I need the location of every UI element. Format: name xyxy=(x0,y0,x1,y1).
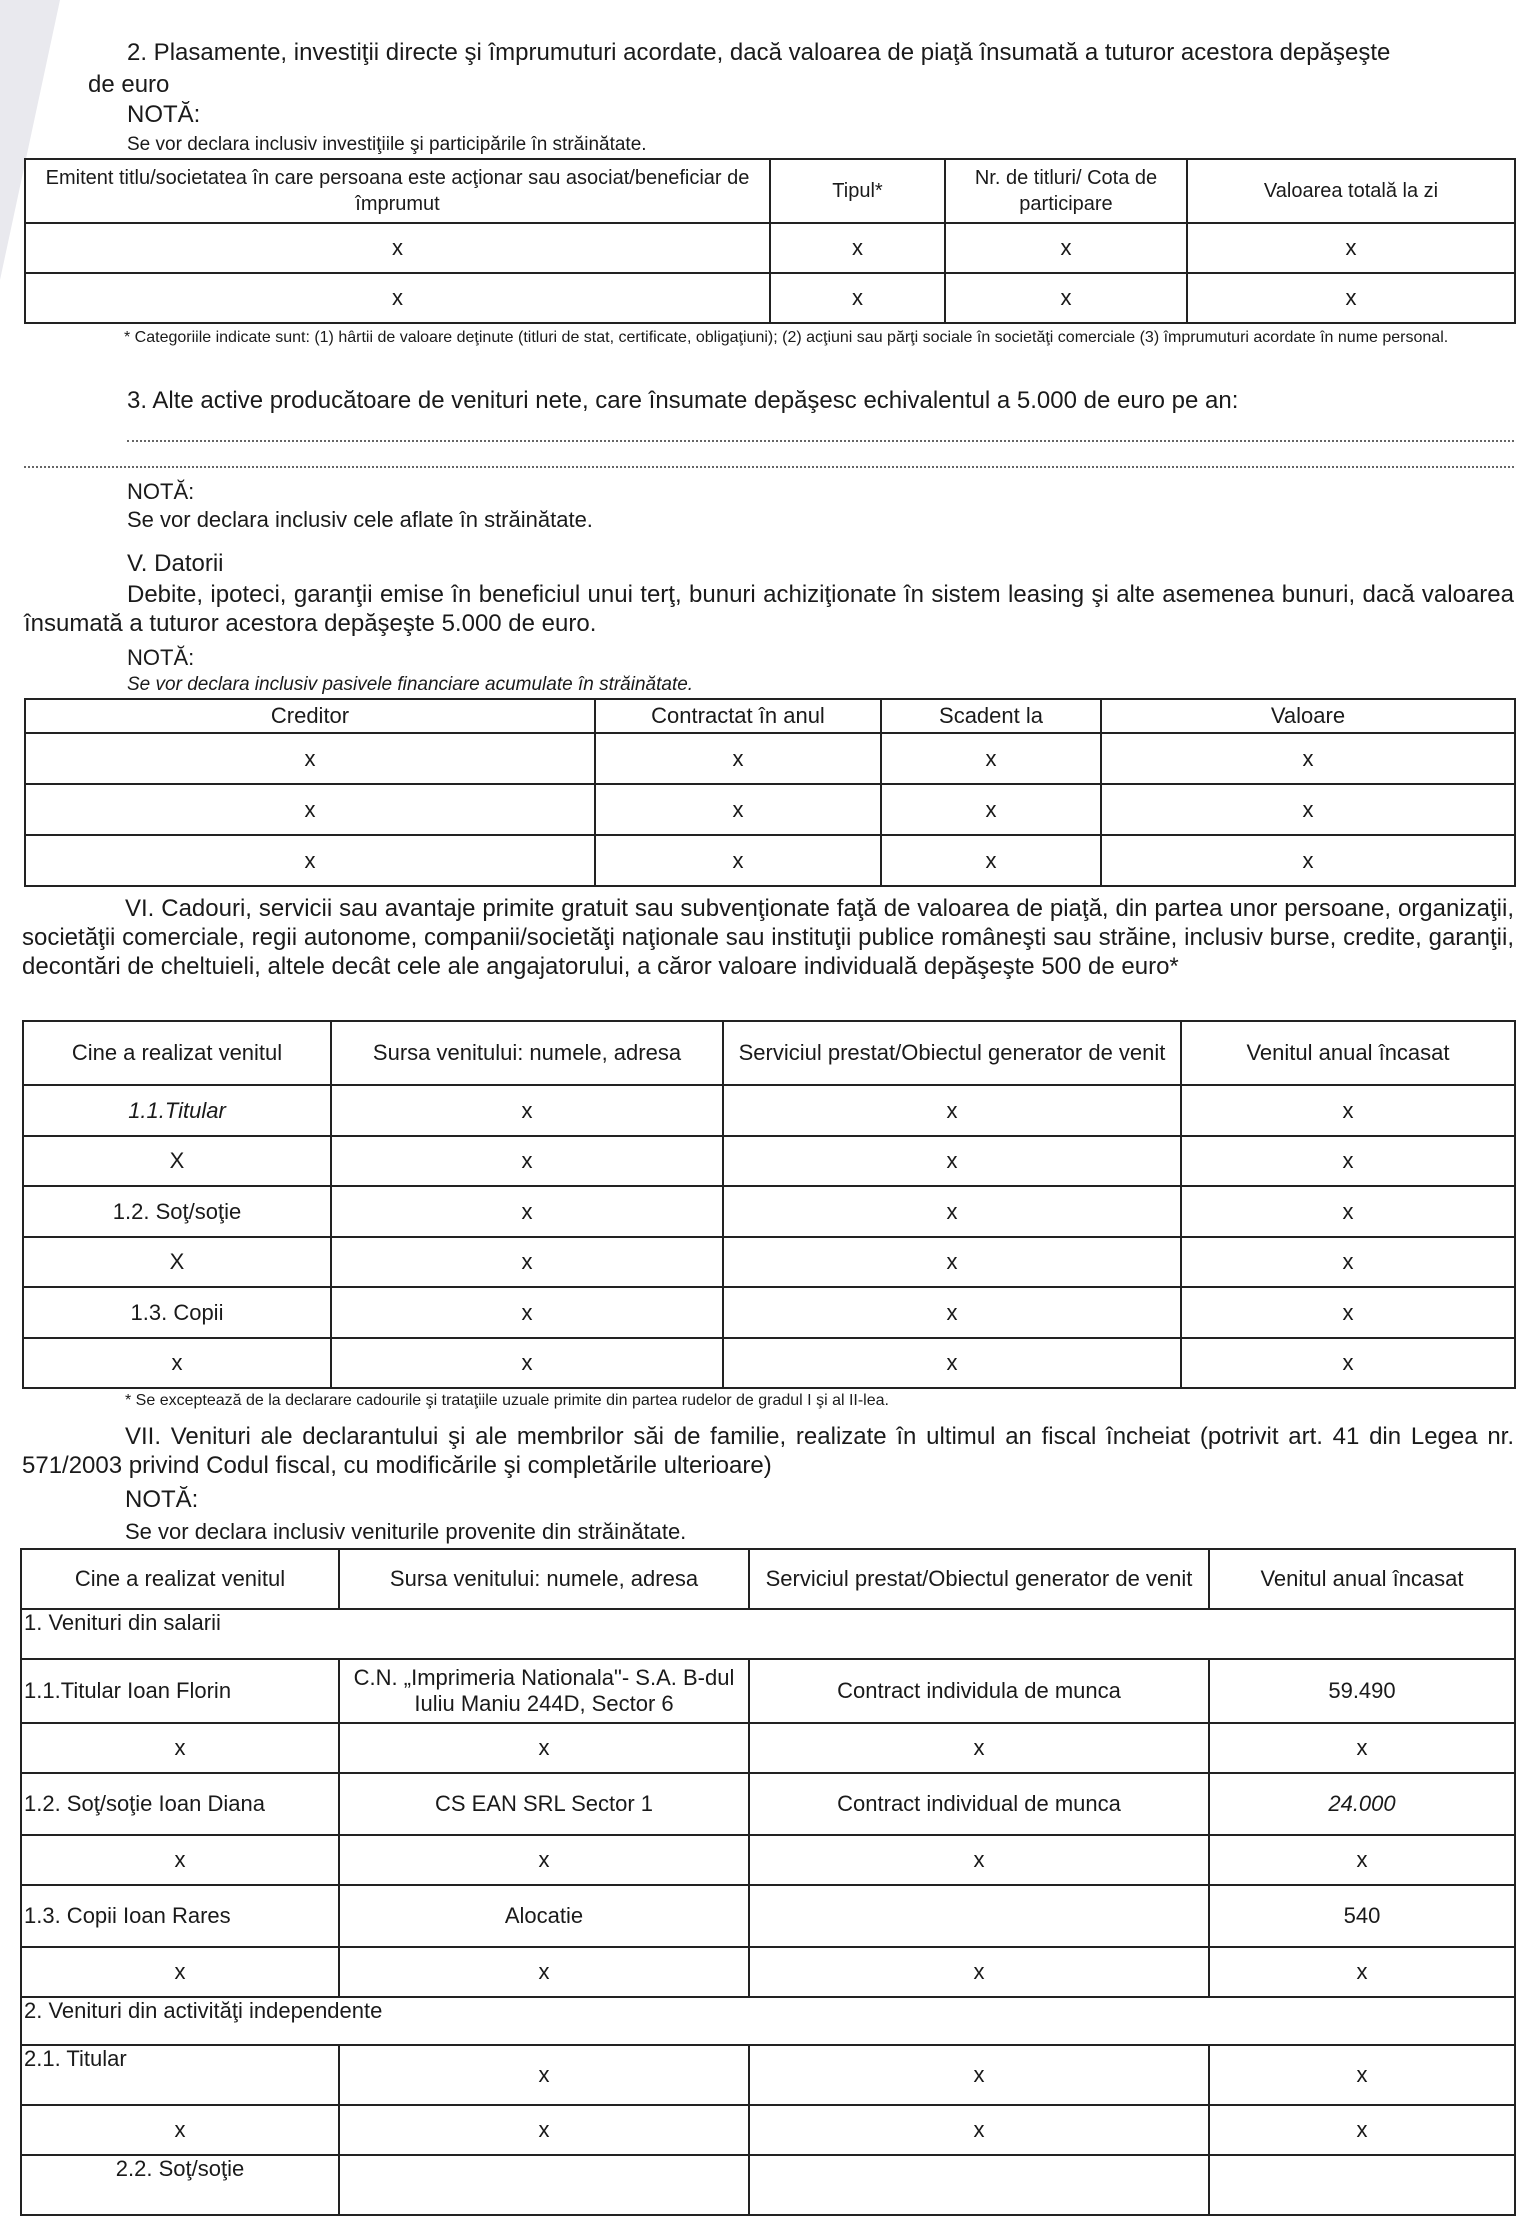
cell xyxy=(339,2155,749,2215)
cell: x xyxy=(770,223,945,273)
gifts-table xyxy=(22,1020,1516,1389)
cell: x xyxy=(723,1287,1181,1338)
table-header-row xyxy=(21,1549,1515,1609)
col-creditor: Creditor xyxy=(25,699,595,733)
table-row xyxy=(21,1947,1515,1997)
cell: x xyxy=(25,733,595,784)
table-row xyxy=(23,1237,1515,1287)
cell-who: 1.3. Copii Ioan Rares xyxy=(21,1885,339,1947)
cell-who: x xyxy=(23,1338,331,1388)
cell: x xyxy=(1209,1835,1515,1885)
sec2-heading: 2. Plasamente, investiţii directe şi împrumuturi acordate, dacă valoarea de piaţă însumată a tuturor acestora depăşeşte xyxy=(127,39,1391,66)
table-row xyxy=(21,1773,1515,1835)
table-header-row xyxy=(23,1021,1515,1085)
cell: x xyxy=(331,1186,723,1237)
sec2-heading-cont: de euro xyxy=(88,71,170,98)
cell-who: 1.2. Soţ/soţie xyxy=(23,1186,331,1237)
table-row xyxy=(21,1835,1515,1885)
sec6-text: VI. Cadouri, servicii sau avantaje primite gratuit sau subvenţionate faţă de valoarea de piaţă, din partea unor persoane, organizaţii, societăţii comerciale, regii autonome, companii/societăţi naţionale sau instituţii publice româneşti sau străine, inclusiv burse, credite, garanţii, decontări de cheltuieli, altele decât cele ale angajatorului, a căror valoare individuală depăşeşte 500 de euro* xyxy=(22,895,1514,980)
col-serviciul: Serviciul prestat/Obiectul generator de venit xyxy=(749,1549,1209,1609)
col-serviciul: Serviciul prestat/Obiectul generator de venit xyxy=(723,1021,1181,1085)
cell: x xyxy=(1209,1723,1515,1773)
cell: x xyxy=(1181,1136,1515,1186)
sec5-text: Debite, ipoteci, garanţii emise în beneficiul unui terţ, bunuri achiziţionate în sistem leasing şi alte asemenea bunuri, dacă valoarea însumată a tuturor acestora depăşeşte 5.000 de euro. xyxy=(24,581,1514,637)
cell: x xyxy=(723,1136,1181,1186)
cell: x xyxy=(595,835,881,886)
cell: x xyxy=(339,1947,749,1997)
col-scadent: Scadent la xyxy=(881,699,1101,733)
cell-amount: 24.000 xyxy=(1209,1773,1515,1835)
cell-who: x xyxy=(21,2105,339,2155)
group-row xyxy=(21,1997,1515,2045)
col-contractat: Contractat în anul xyxy=(595,699,881,733)
cell-who: X xyxy=(23,1136,331,1186)
cell: x xyxy=(1181,1287,1515,1338)
cell-who: 1.1.Titular xyxy=(23,1085,331,1136)
cell: x xyxy=(1209,1947,1515,1997)
col-emitent: Emitent titlu/societatea în care persoana este acţionar sau asociat/beneficiar de împrumut xyxy=(25,159,770,223)
cell-who: x xyxy=(21,1723,339,1773)
cell: x xyxy=(25,223,770,273)
col-nr-titluri: Nr. de titluri/ Cota de participare xyxy=(945,159,1187,223)
cell: x xyxy=(331,1136,723,1186)
cell-who: 1.1.Titular Ioan Florin xyxy=(21,1659,339,1723)
sec5-title: V. Datorii xyxy=(127,550,224,577)
col-sursa: Sursa venitului: numele, adresa xyxy=(331,1021,723,1085)
cell-who: 1.3. Copii xyxy=(23,1287,331,1338)
cell: x xyxy=(1181,1186,1515,1237)
cell: x xyxy=(1209,2045,1515,2105)
cell: x xyxy=(770,273,945,323)
table-row xyxy=(23,1085,1515,1136)
cell-who: 1.2. Soţ/soţie Ioan Diana xyxy=(21,1773,339,1835)
table-row xyxy=(21,1659,1515,1723)
col-venitul: Venitul anual încasat xyxy=(1181,1021,1515,1085)
cell-who: 2.2. Soţ/soţie xyxy=(21,2155,339,2215)
sec7-text: VII. Venituri ale declarantului şi ale membrilor săi de familie, realizate în ultimul an fiscal încheiat (potrivit art. 41 din Legea nr. 571/2003 privind Codul fiscal, cu modificările şi completările ulterioare) xyxy=(22,1423,1514,1479)
cell: x xyxy=(1187,223,1515,273)
cell: x xyxy=(881,784,1101,835)
sec6-footnote: * Se exceptează de la declarare cadourile şi trataţiile uzuale primite din partea rudelor de gradul I şi al II-lea. xyxy=(125,1392,889,1409)
sec5-note: Se vor declara inclusiv pasivele financiare acumulate în străinătate. xyxy=(127,674,694,695)
col-sursa: Sursa venitului: numele, adresa xyxy=(339,1549,749,1609)
cell: x xyxy=(339,1723,749,1773)
table-row xyxy=(21,1885,1515,1947)
cell: x xyxy=(25,273,770,323)
cell: x xyxy=(1101,733,1515,784)
table-row xyxy=(25,835,1515,886)
sec3-heading: 3. Alte active producătoare de venituri nete, care însumate depăşesc echivalentul a 5.000 de euro pe an: xyxy=(127,387,1239,414)
cell: x xyxy=(339,2045,749,2105)
table-row xyxy=(21,1723,1515,1773)
cell xyxy=(749,2155,1209,2215)
cell-source: CS EAN SRL Sector 1 xyxy=(339,1773,749,1835)
sec2-note: Se vor declara inclusiv investiţiile şi participările în străinătate. xyxy=(127,134,647,155)
cell-amount: 540 xyxy=(1209,1885,1515,1947)
cell-service: Contract individual de munca xyxy=(749,1773,1209,1835)
cell-amount: 59.490 xyxy=(1209,1659,1515,1723)
col-venitul: Venitul anual încasat xyxy=(1209,1549,1515,1609)
table-row xyxy=(25,273,1515,323)
dotted-line xyxy=(127,440,1514,442)
cell: x xyxy=(749,1947,1209,1997)
col-valoarea: Valoarea totală la zi xyxy=(1187,159,1515,223)
cell: x xyxy=(331,1338,723,1388)
table-row xyxy=(23,1186,1515,1237)
cell: x xyxy=(25,835,595,886)
cell: x xyxy=(331,1287,723,1338)
col-tipul: Tipul* xyxy=(770,159,945,223)
cell: x xyxy=(1101,835,1515,886)
cell: x xyxy=(723,1237,1181,1287)
table-row xyxy=(21,2155,1515,2215)
table-row xyxy=(23,1287,1515,1338)
sec7-nota: NOTĂ: xyxy=(125,1486,199,1513)
cell-who: x xyxy=(21,1835,339,1885)
col-cine: Cine a realizat venitul xyxy=(23,1021,331,1085)
cell: x xyxy=(1181,1237,1515,1287)
investments-table xyxy=(24,158,1516,324)
sec3-note: Se vor declara inclusiv cele aflate în străinătate. xyxy=(127,507,593,532)
table-row xyxy=(23,1338,1515,1388)
cell: x xyxy=(595,784,881,835)
table-row xyxy=(25,733,1515,784)
sec7-note: Se vor declara inclusiv veniturile provenite din străinătate. xyxy=(125,1519,687,1544)
cell: x xyxy=(331,1085,723,1136)
table-row xyxy=(23,1136,1515,1186)
cell: x xyxy=(723,1338,1181,1388)
cell-source: Alocatie xyxy=(339,1885,749,1947)
cell: x xyxy=(881,733,1101,784)
cell: x xyxy=(881,835,1101,886)
col-cine: Cine a realizat venitul xyxy=(21,1549,339,1609)
cell: x xyxy=(723,1186,1181,1237)
cell: x xyxy=(723,1085,1181,1136)
cell: x xyxy=(339,1835,749,1885)
dotted-line xyxy=(24,466,1514,468)
cell: x xyxy=(25,784,595,835)
cell-who: x xyxy=(21,1947,339,1997)
debts-table xyxy=(24,698,1516,887)
cell: x xyxy=(945,223,1187,273)
sec3-nota: NOTĂ: xyxy=(127,479,195,504)
cell: x xyxy=(1181,1085,1515,1136)
group-independente: 2. Venituri din activităţi independente xyxy=(21,1997,1515,2045)
cell: x xyxy=(595,733,881,784)
cell: x xyxy=(339,2105,749,2155)
cell: x xyxy=(1181,1338,1515,1388)
col-valoare: Valoare xyxy=(1101,699,1515,733)
table-header-row xyxy=(25,699,1515,733)
table-row xyxy=(25,223,1515,273)
income-table xyxy=(20,1548,1516,2216)
cell: x xyxy=(749,1835,1209,1885)
cell-service: Contract individula de munca xyxy=(749,1659,1209,1723)
sec5-nota: NOTĂ: xyxy=(127,645,195,670)
group-salarii: 1. Venituri din salarii xyxy=(21,1609,1515,1659)
table-row xyxy=(25,784,1515,835)
cell: x xyxy=(749,1723,1209,1773)
cell-who: 2.1. Titular xyxy=(21,2045,339,2105)
sec2-footnote: * Categoriile indicate sunt: (1) hârtii de valoare deţinute (titluri de stat, certificate, obligaţiuni); (2) acţiuni sau părţi sociale în societăţi comerciale (3) împrumuturi acordate în nume personal. xyxy=(124,329,1449,346)
cell xyxy=(1209,2155,1515,2215)
cell-service xyxy=(749,1885,1209,1947)
cell-who: X xyxy=(23,1237,331,1287)
table-header-row xyxy=(25,159,1515,223)
table-row xyxy=(21,2045,1515,2105)
cell: x xyxy=(749,2105,1209,2155)
sec2-nota: NOTĂ: xyxy=(127,101,201,128)
table-row xyxy=(21,2105,1515,2155)
cell: x xyxy=(331,1237,723,1287)
cell: x xyxy=(945,273,1187,323)
cell: x xyxy=(749,2045,1209,2105)
cell: x xyxy=(1209,2105,1515,2155)
cell: x xyxy=(1187,273,1515,323)
cell-source: C.N. „Imprimeria Nationala"- S.A. B-dul Iuliu Maniu 244D, Sector 6 xyxy=(339,1659,749,1723)
group-row xyxy=(21,1609,1515,1659)
cell: x xyxy=(1101,784,1515,835)
